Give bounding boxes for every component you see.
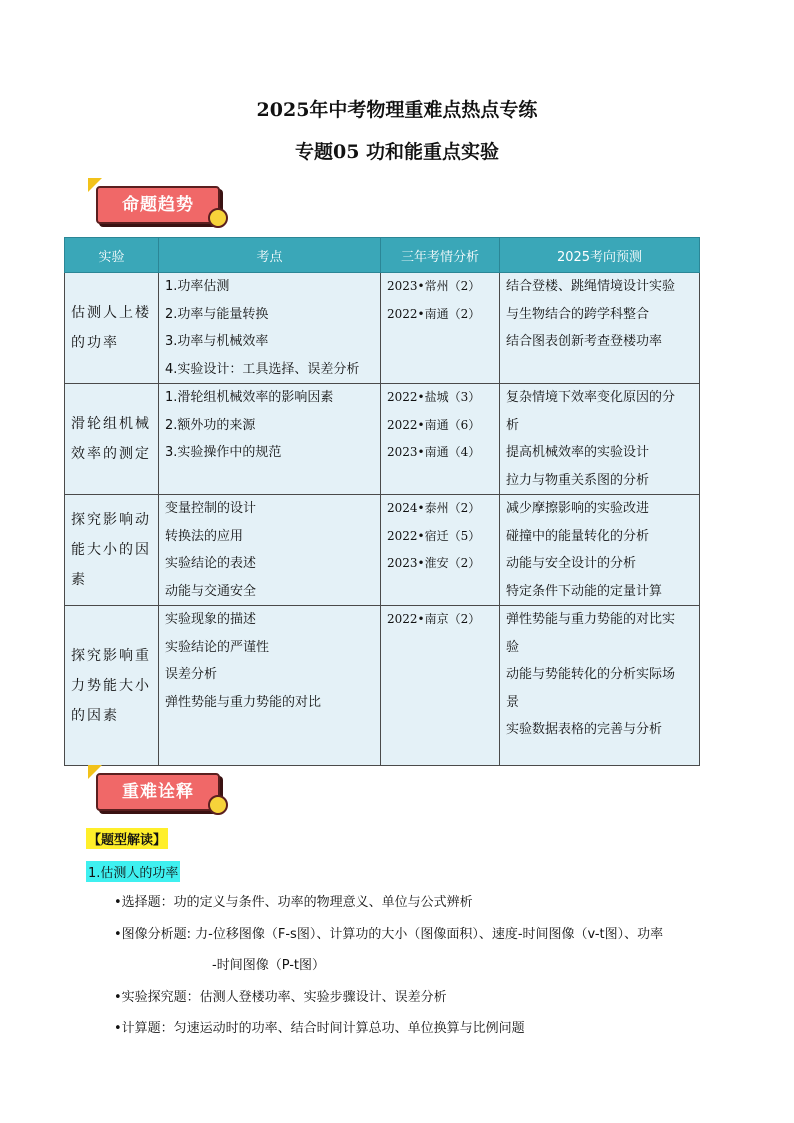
analysis-item: 2024•泰州（2） bbox=[387, 501, 481, 515]
forecast-item: 验 bbox=[506, 639, 520, 655]
experiment-cell: 探究影响重力势能大小的因素 bbox=[65, 606, 159, 766]
experiment-cell: 滑轮组机械效率的测定 bbox=[65, 384, 159, 495]
table-row bbox=[65, 273, 700, 384]
point-item: 动能与交通安全 bbox=[165, 583, 257, 599]
analysis-item: 2023•南通（4） bbox=[387, 445, 481, 459]
coin-icon bbox=[208, 208, 228, 228]
trend-badge bbox=[88, 178, 228, 228]
point-item: 2.额外功的来源 bbox=[165, 417, 256, 433]
question-type-item: •实验探究题：估测人登楼功率、实验步骤设计、误差分析 bbox=[114, 990, 447, 1005]
question-type-item: •图像分析题: 力-位移图像（F-s图）、计算功的大小（图像面积）、速度-时间图像（v-t图）、功率 bbox=[114, 927, 664, 942]
point-item: 实验结论的表述 bbox=[165, 556, 257, 571]
forecast-item: 复杂情境下效率变化原因的分 bbox=[506, 390, 676, 405]
forecast-item: 动能与势能转化的分析实际场 bbox=[506, 667, 676, 682]
forecast-item: 减少摩擦影响的实验改进 bbox=[506, 501, 650, 516]
forecast-item: 动能与安全设计的分析 bbox=[506, 556, 637, 571]
forecast-item: 景 bbox=[506, 694, 520, 710]
question-type-item: -时间图像（P-t图） bbox=[212, 958, 326, 973]
table-row bbox=[65, 384, 700, 495]
document-subtitle: 专题05 功和能重点实验 bbox=[294, 141, 500, 163]
analysis-item: 2022•南通（6） bbox=[387, 417, 481, 432]
section-tag: 【题型解读】 bbox=[86, 828, 168, 849]
table-row bbox=[65, 606, 700, 766]
point-item: 1.滑轮组机械效率的影响因素 bbox=[165, 390, 334, 405]
header-points: 考点 bbox=[159, 238, 381, 273]
explain-badge-label: 重难诠释 bbox=[122, 782, 194, 802]
forecast-item: 结合图表创新考查登楼功率 bbox=[506, 334, 663, 349]
point-item: 实验结论的严谨性 bbox=[165, 639, 270, 655]
coin-icon bbox=[208, 795, 228, 815]
point-item: 弹性势能与重力势能的对比 bbox=[165, 694, 322, 710]
point-item: 实验现象的描述 bbox=[165, 612, 257, 627]
experiment-cell: 探究影响动能大小的因素 bbox=[65, 495, 159, 606]
point-item: 变量控制的设计 bbox=[165, 501, 257, 516]
analysis-item: 2023•常州（2） bbox=[387, 279, 481, 293]
point-item: 4.实验设计：工具选择、误差分析 bbox=[165, 361, 360, 377]
forecast-item: 碰撞中的能量转化的分析 bbox=[506, 528, 650, 544]
forecast-item: 实验数据表格的完善与分析 bbox=[506, 722, 663, 737]
forecast-item: 与生物结合的跨学科整合 bbox=[506, 306, 650, 322]
explain-badge bbox=[88, 765, 228, 815]
trend-table bbox=[64, 237, 700, 766]
point-item: 2.功率与能量转换 bbox=[165, 306, 269, 322]
analysis-item: 2023•淮安（2） bbox=[387, 556, 481, 570]
table-row bbox=[65, 495, 700, 606]
forecast-item: 弹性势能与重力势能的对比实 bbox=[506, 612, 676, 627]
header-forecast: 2025考向预测 bbox=[500, 238, 700, 273]
document-title: 2025年中考物理重难点热点专练 bbox=[256, 99, 538, 121]
point-item: 3.功率与机械效率 bbox=[165, 334, 269, 349]
header-analysis: 三年考情分析 bbox=[381, 238, 500, 273]
question-type-item: •计算题：匀速运动时的功率、结合时间计算总功、单位换算与比例问题 bbox=[114, 1021, 525, 1036]
point-item: 转换法的应用 bbox=[165, 528, 244, 544]
experiment-cell: 估测人上楼的功率 bbox=[65, 273, 159, 384]
forecast-item: 结合登楼、跳绳情境设计实验 bbox=[506, 279, 676, 294]
table-header-row bbox=[65, 238, 700, 273]
point-item: 误差分析 bbox=[165, 667, 218, 682]
analysis-item: 2022•南京（2） bbox=[387, 612, 481, 626]
point-item: 1.功率估测 bbox=[165, 279, 230, 294]
forecast-item: 拉力与物重关系图的分析 bbox=[506, 472, 650, 488]
trend-badge-label: 命题趋势 bbox=[122, 195, 194, 215]
header-experiment: 实验 bbox=[65, 238, 159, 273]
forecast-item: 提高机械效率的实验设计 bbox=[506, 445, 650, 460]
question-type-item: •选择题：功的定义与条件、功率的物理意义、单位与公式辨析 bbox=[114, 895, 473, 910]
section-heading: 1.估测人的功率 bbox=[86, 861, 180, 882]
analysis-item: 2022•宿迁（5） bbox=[387, 528, 481, 543]
forecast-item: 特定条件下动能的定量计算 bbox=[506, 583, 663, 599]
forecast-item: 析 bbox=[506, 417, 520, 433]
analysis-item: 2022•南通（2） bbox=[387, 306, 481, 321]
analysis-item: 2022•盐城（3） bbox=[387, 390, 481, 404]
point-item: 3.实验操作中的规范 bbox=[165, 445, 282, 460]
